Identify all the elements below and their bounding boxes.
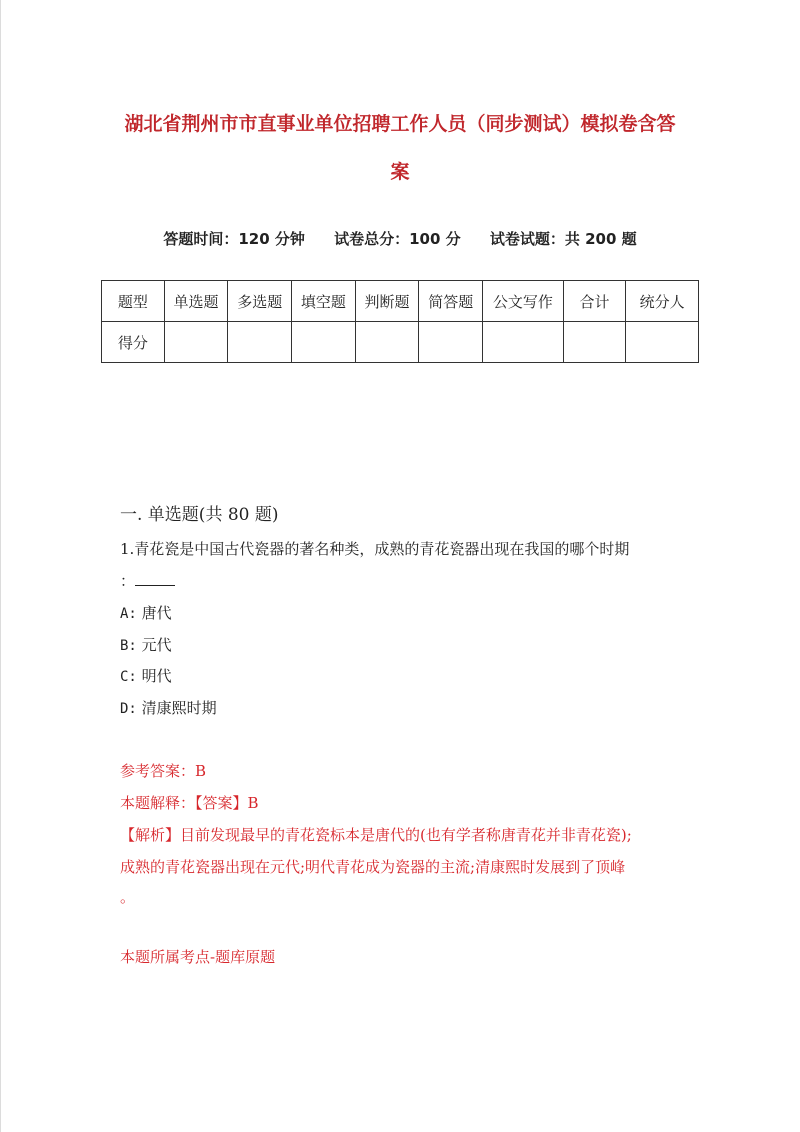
exam-total-score: 试卷总分：100 分 xyxy=(334,230,461,248)
row-label-score: 得分 xyxy=(102,322,165,363)
reference-answer: 参考答案：B xyxy=(120,762,207,780)
header-cell-judge: 判断题 xyxy=(355,281,419,322)
answer-blank[interactable] xyxy=(135,571,175,586)
header-cell-total: 合计 xyxy=(563,281,626,322)
header-cell-writing: 公文写作 xyxy=(483,281,564,322)
score-cell[interactable] xyxy=(483,322,564,363)
header-cell-single: 单选题 xyxy=(164,281,228,322)
score-cell[interactable] xyxy=(355,322,419,363)
page-edge xyxy=(0,0,1,1132)
exam-time: 答题时间：120 分钟 xyxy=(163,230,305,248)
option-text: 唐代 xyxy=(141,604,172,622)
exam-meta xyxy=(100,228,700,249)
analysis-line-3: 。 xyxy=(120,888,136,906)
title-line-1: 湖北省荆州市市直事业单位招聘工作人员（同步测试）模拟卷含答 xyxy=(124,113,676,135)
score-cell[interactable] xyxy=(164,322,228,363)
score-table-header-row xyxy=(102,281,699,322)
section-title: 一. 单选题(共 80 题) xyxy=(120,505,279,525)
option-text: 清康熙时期 xyxy=(141,699,217,717)
header-cell-fill: 填空题 xyxy=(292,281,356,322)
question-stem-line-2 xyxy=(120,570,175,591)
score-cell[interactable] xyxy=(626,322,699,363)
option-key: B: xyxy=(120,638,137,654)
score-table xyxy=(101,280,699,363)
score-cell[interactable] xyxy=(292,322,356,363)
score-cell[interactable] xyxy=(419,322,483,363)
header-cell-short: 简答题 xyxy=(419,281,483,322)
document-title xyxy=(100,100,700,196)
question-stem-line-1: 1.青花瓷是中国古代瓷器的著名种类，成熟的青花瓷器出现在我国的哪个时期 xyxy=(120,540,630,558)
option-b[interactable] xyxy=(120,634,172,655)
option-key: A: xyxy=(120,606,137,622)
analysis-line-1: 【解析】目前发现最早的青花瓷标本是唐代的(也有学者称唐青花并非青花瓷); xyxy=(120,826,632,844)
exam-question-count: 试卷试题：共 200 题 xyxy=(489,230,637,248)
header-cell-multi: 多选题 xyxy=(228,281,292,322)
header-cell-type: 题型 xyxy=(102,281,165,322)
score-cell[interactable] xyxy=(563,322,626,363)
topic-note: 本题所属考点-题库原题 xyxy=(120,948,276,966)
option-text: 明代 xyxy=(141,667,172,685)
analysis-line-2: 成熟的青花瓷器出现在元代;明代青花成为瓷器的主流;清康熙时发展到了顶峰 xyxy=(120,858,626,876)
option-d[interactable] xyxy=(120,697,217,718)
header-cell-scorer: 统分人 xyxy=(626,281,699,322)
score-cell[interactable] xyxy=(228,322,292,363)
option-text: 元代 xyxy=(141,636,172,654)
option-c[interactable] xyxy=(120,665,172,686)
title-line-2: 案 xyxy=(390,161,410,183)
option-key: D: xyxy=(120,701,137,717)
explanation-head: 本题解释：【答案】B xyxy=(120,794,259,812)
option-key: C: xyxy=(120,669,137,685)
score-table-score-row xyxy=(102,322,699,363)
option-a[interactable] xyxy=(120,602,172,623)
question-stem-prefix: ： xyxy=(120,572,136,590)
